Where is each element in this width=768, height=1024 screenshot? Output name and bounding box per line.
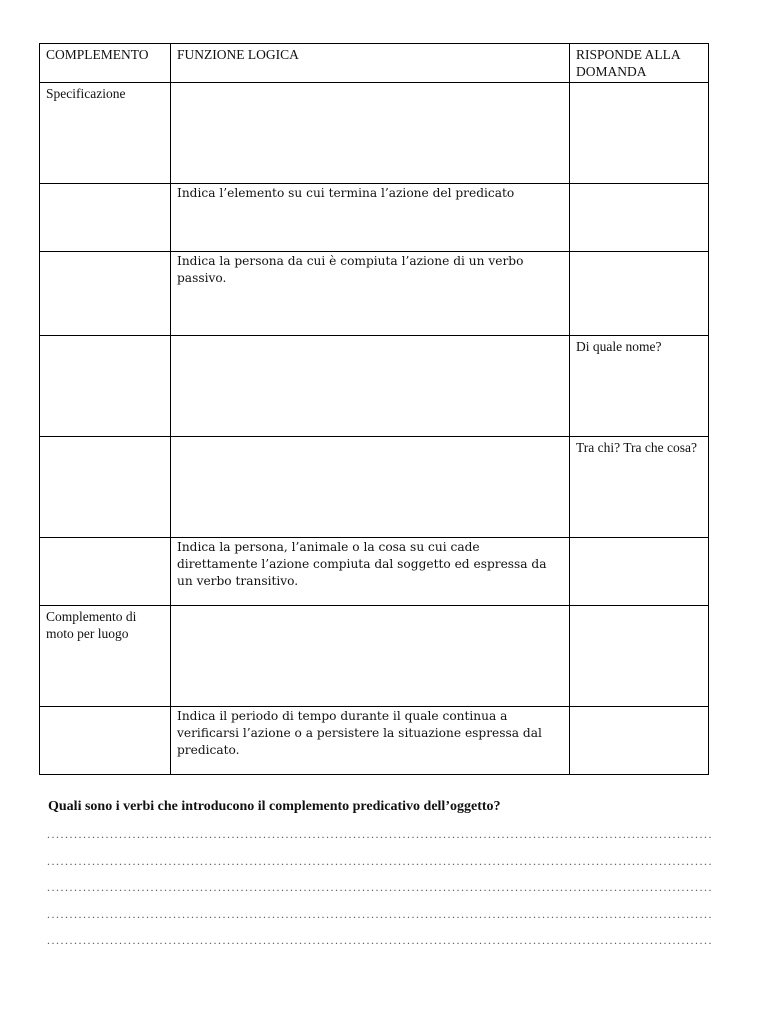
answer-line[interactable]	[47, 855, 711, 867]
question-text: Quali sono i verbi che introducono il complemento predicativo dell’oggetto?	[48, 799, 501, 814]
funzione-cell: Indica l’elemento su cui termina l’azione del predicato	[171, 184, 570, 252]
table-row	[40, 252, 709, 336]
answer-line[interactable]	[47, 881, 711, 893]
complemento-cell	[40, 707, 171, 775]
complemento-cell	[40, 437, 171, 538]
complementi-table	[39, 43, 709, 775]
domanda-cell	[570, 184, 709, 252]
header-complemento: COMPLEMENTO	[40, 44, 171, 83]
answer-line[interactable]	[47, 908, 711, 920]
answer-line[interactable]	[47, 828, 711, 840]
funzione-cell: Indica il periodo di tempo durante il quale continua a verificarsi l’azione o a persistere la situazione espressa dal predicato.	[171, 707, 570, 775]
domanda-cell	[570, 538, 709, 606]
answer-line[interactable]	[47, 934, 711, 946]
funzione-cell: Indica la persona da cui è compiuta l’azione di un verbo passivo.	[171, 252, 570, 336]
complemento-cell	[40, 336, 171, 437]
domanda-cell	[570, 606, 709, 707]
complemento-cell	[40, 252, 171, 336]
funzione-cell: Indica la persona, l’animale o la cosa su cui cade direttamente l’azione compiuta dal soggetto ed espressa da un verbo transitivo.	[171, 538, 570, 606]
table-row	[40, 184, 709, 252]
table-row	[40, 606, 709, 707]
complemento-cell	[40, 538, 171, 606]
domanda-cell	[570, 83, 709, 184]
funzione-cell	[171, 437, 570, 538]
funzione-cell	[171, 83, 570, 184]
header-risponde-alla-domanda: RISPONDE ALLA DOMANDA	[570, 44, 709, 83]
complemento-cell: Specificazione	[40, 83, 171, 184]
complemento-cell	[40, 184, 171, 252]
domanda-cell: Di quale nome?	[570, 336, 709, 437]
table-row	[40, 707, 709, 775]
funzione-cell	[171, 336, 570, 437]
table-header-row	[40, 44, 709, 83]
domanda-cell	[570, 252, 709, 336]
table-row	[40, 83, 709, 184]
funzione-cell	[171, 606, 570, 707]
domanda-cell: Tra chi? Tra che cosa?	[570, 437, 709, 538]
table-row	[40, 437, 709, 538]
complemento-cell: Complemento di moto per luogo	[40, 606, 171, 707]
table-row	[40, 336, 709, 437]
domanda-cell	[570, 707, 709, 775]
header-funzione-logica: FUNZIONE LOGICA	[171, 44, 570, 83]
table-row	[40, 538, 709, 606]
